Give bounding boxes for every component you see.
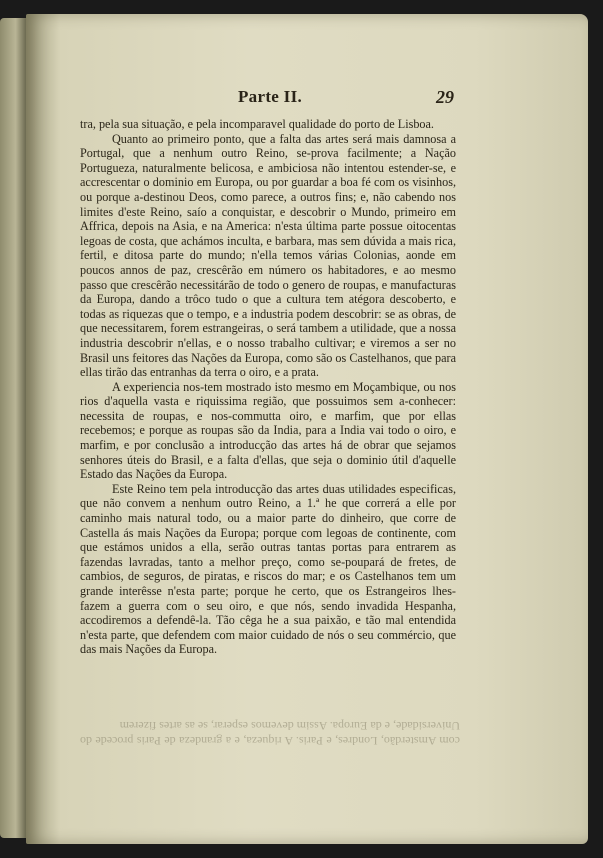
paragraph-experience: A experiencia nos-tem mostrado isto mesmo em Moçambique, ou nos rios d'aquella vasta e riquissima região, que possuimos sem a-conhecer: necessita de roupas, e nos-commutta oiro, e marfim, que por ellas recebemos; e porque as roupas são da India, para a India vai todo o oiro, e marfim, e por conclusão a introducção das artes há de obrar que sejamos senhores úteis do Brasil, e a falta d'ellas, que seja o dominio útil d'aquelle Estado das Nações da Europa. — [80, 379, 456, 482]
paragraph-continuation: tra, pela sua situação, e pela incomparavel qualidade do porto de Lisboa. — [80, 117, 434, 131]
page-header — [26, 87, 588, 113]
paragraph-utilities: Este Reino tem pela introducção das artes duas utilidades especificas, que não convem a nenhum outro Reino, a 1.ª he que correrá a elle por caminho mais natural todo, ou a maior parte do dinheiro, que corre de Castella ás mais Nações da Europa; porque com legoas de continente, com que estámos unidos a ella, serão outras tantas portas para entrarem as fazendas lavradas, tanto a melhor preço, como se-poupará de fretes, de cambios, de seguros, de piratas, e riscos do mar; e os Castelhanos tem um grande interêsse n'esta parte; porque he certo, que os Estrangeiros lhes-fazem a guerra com o seu oiro, e que nós, sendo invadida Hespanha, accodiremos a defendê-la. Tão cêga he a sua paixão, e tão mal entendida n'esta parte, que defendem com maior cuidado de nós o seu commércio, que das mais Nações da Europa. — [80, 481, 456, 657]
book-page — [26, 14, 588, 844]
paragraph-first-point: Quanto ao primeiro ponto, que a falta das artes será mais damnosa a Portugal, que a nenhum outro Reino, se-prova facilmente; a Nação Portugueza, naturalmente belicosa, e ambiciosa não intentou estender-se, e accrescentar o dominio em Europa, ou por guardar a boa fé com os visinhos, ou porque a-destinou Deos, como parece, a outros fins; e, não cabendo nos limites d'este Reino, saío a conquistar, e descobrir o Mundo, primeiro em Affrica, depois na Asia, e na America: n'esta última parte possue oitocentas legoas de costa, que achámos inculta, e barbara, mas sem dúvida a mais rica, fertil, e ditosa parte do mundo; n'ella temos várias Colonias, aonde em poucos annos de paz, crescêrão em número os habitadores, e ao mesmo passo que crescêrão necessitárão de todo o genero de roupas, e manufacturas da Europa, dando a trôco tudo o que a cultura tem atégora descoberto, e todas as riquezas que o tempo, e a industria podem descobrir: se as obras, de que necessitarem, forem estrangeiras, o será tambem a utilidade, que a nossa industria descobrir n'ellas, e o nosso trabalho cultivar; e viremos a ser no Brasil uns feitores das Nações da Europa, como são os Castelhanos, que para ellas tirão das entranhas da terra o oiro, e a prata. — [80, 131, 456, 380]
bleed-through-text: com Amsterdão, Londres, e Paris. A riqueza, e a grandeza de Paris procede do Universidade, e da Europa. Assim devemos esperar, se as artes fizerem — [80, 719, 460, 749]
running-head: Parte II. — [238, 87, 303, 106]
body-text — [80, 117, 456, 657]
left-page-edge — [0, 18, 26, 838]
page-number: 29 — [436, 87, 454, 107]
